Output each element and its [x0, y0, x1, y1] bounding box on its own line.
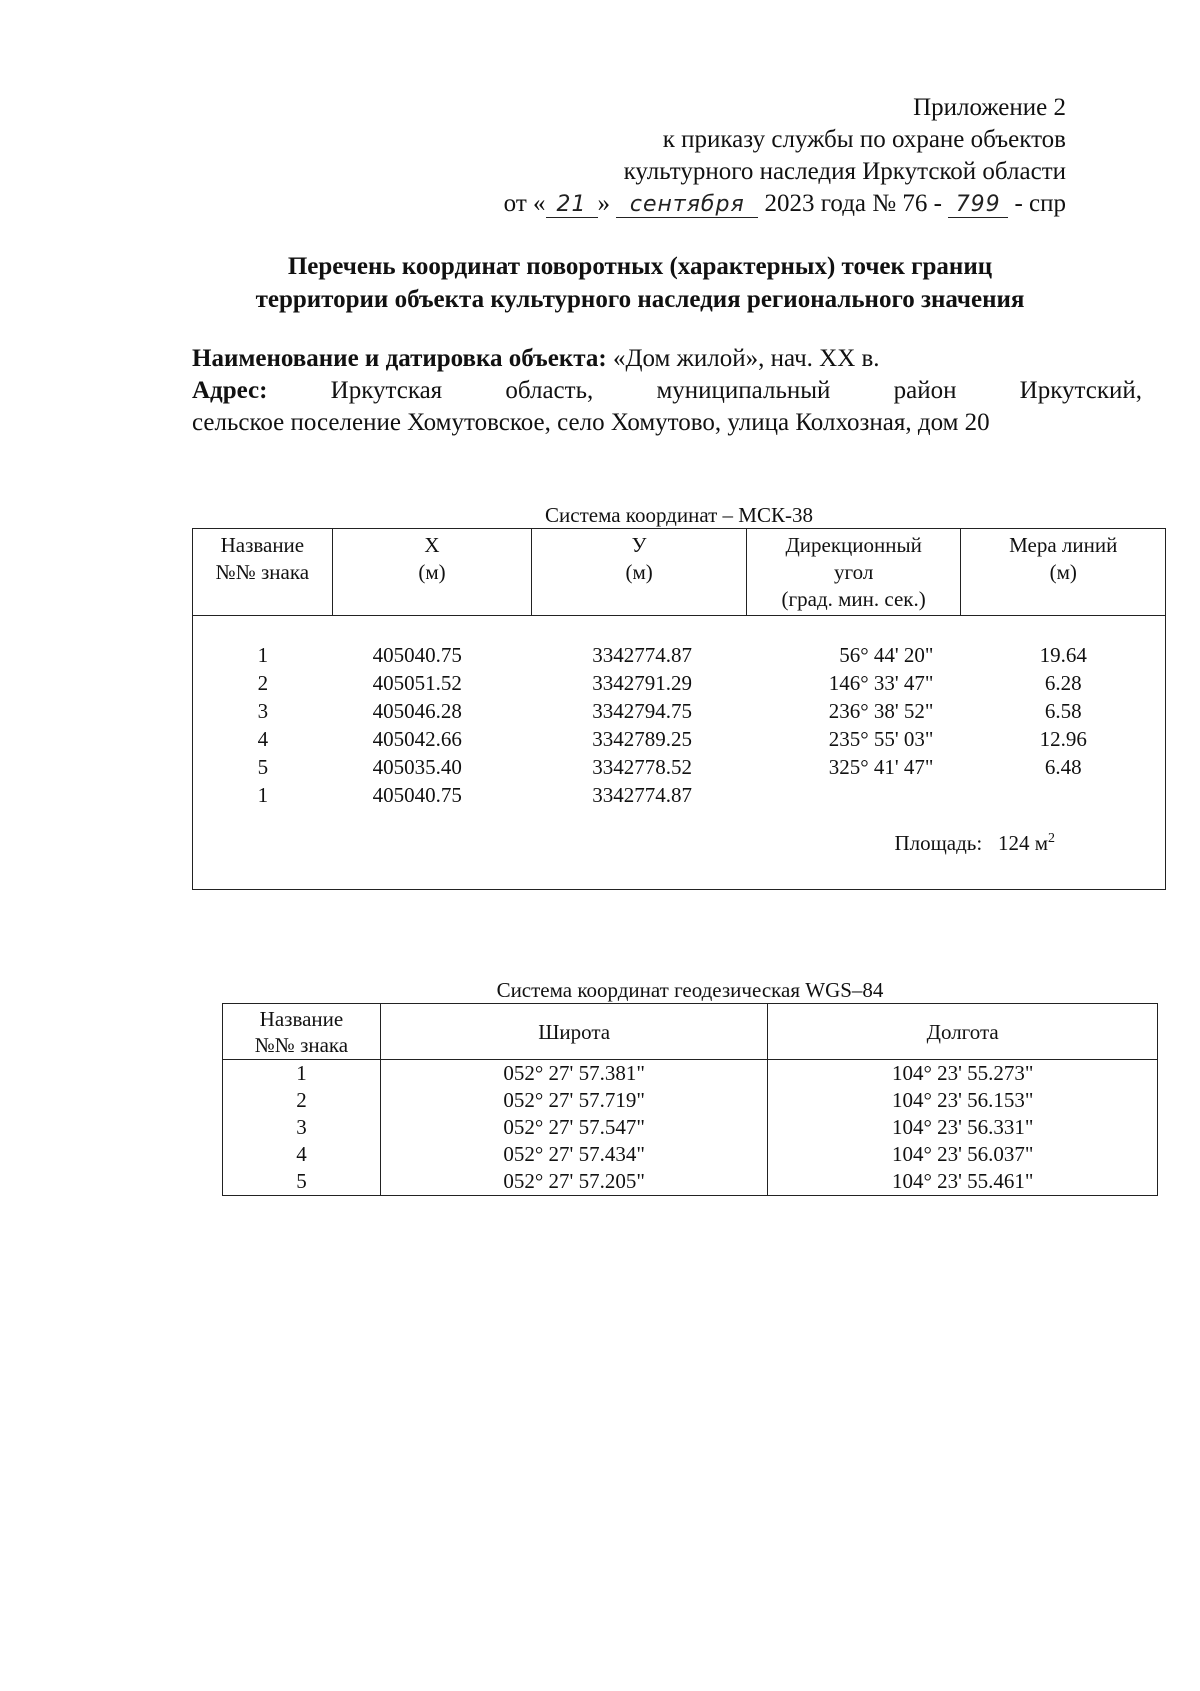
table-row [223, 1087, 1158, 1114]
header-latitude: Широта [380, 1004, 768, 1060]
point-number: 3 [223, 1114, 381, 1141]
longitude-value: 104° 23' 55.273" [768, 1060, 1158, 1088]
point-number: 3 [257, 699, 269, 723]
area-summary [894, 831, 1055, 856]
length-value: 6.48 [1044, 755, 1082, 779]
msk38-coordinates-table [192, 528, 1166, 890]
point-number: 1 [257, 783, 269, 807]
handwritten-order-number: 799 [948, 193, 1008, 218]
appendix-date-line [504, 188, 1066, 220]
angle-value: 236° 38' 52" [828, 699, 934, 723]
header-angle [747, 529, 962, 615]
y-value: 3342791.29 [592, 671, 693, 695]
header-text: (м) [625, 560, 653, 584]
header-longitude: Долгота [768, 1004, 1158, 1060]
wgs84-coordinates-table [222, 1003, 1158, 1196]
handwritten-day: 21 [546, 193, 598, 218]
header-text: (м) [1049, 560, 1077, 584]
table-row [193, 697, 1165, 725]
point-number: 5 [223, 1168, 381, 1196]
header-text: Мера линий [1009, 533, 1118, 557]
document-title [190, 250, 1090, 316]
angle-value: 146° 33' 47" [828, 671, 934, 695]
header-point-number [193, 529, 333, 615]
table-row [193, 753, 1165, 781]
y-value: 3342778.52 [592, 755, 693, 779]
latitude-value: 052° 27' 57.547" [380, 1114, 768, 1141]
header-text: угол [834, 560, 874, 584]
latitude-value: 052° 27' 57.381" [380, 1060, 768, 1088]
object-name-value: «Дом жилой», нач. XX в. [612, 345, 880, 372]
longitude-value: 104° 23' 56.153" [768, 1087, 1158, 1114]
handwritten-month: сентября [616, 193, 758, 218]
table-row [223, 1060, 1158, 1088]
table1-caption: Система координат – МСК-38 [545, 503, 813, 527]
y-value: 3342794.75 [592, 699, 693, 723]
header-length [961, 529, 1165, 615]
longitude-value: 104° 23' 56.331" [768, 1114, 1158, 1141]
header-text: Название [259, 1006, 344, 1031]
title-line-2: территории объекта культурного наследия регионального значения [255, 286, 1025, 313]
point-number: 2 [223, 1087, 381, 1114]
length-value [962, 781, 1166, 809]
length-value: 6.28 [1044, 671, 1082, 695]
address-line-2: сельское поселение Хомутовское, село Хомутово, улица Колхозная, дом 20 [192, 409, 990, 436]
header-text: X [424, 533, 440, 557]
longitude-value: 104° 23' 55.461" [768, 1168, 1158, 1196]
table-row [193, 781, 1165, 809]
length-value: 12.96 [1039, 727, 1087, 751]
date-prefix: от « [503, 190, 546, 217]
y-value: 3342789.25 [592, 727, 693, 751]
header-text: (м) [418, 560, 446, 584]
x-value: 405040.75 [372, 783, 462, 807]
table-row [193, 669, 1165, 697]
area-label: Площадь: [894, 831, 983, 855]
header-text: (град. мин. сек.) [781, 587, 926, 611]
table1-header [193, 529, 1165, 616]
address-word: область, [505, 377, 594, 404]
point-number: 4 [223, 1141, 381, 1168]
table1-body [193, 641, 1165, 809]
address-word: Иркутская [330, 377, 443, 404]
address-label: Адрес: [192, 377, 268, 404]
title-line-1: Перечень координат поворотных (характерных) точек границ [287, 253, 993, 280]
appendix-agency-line: культурного наследия Иркутской области [623, 158, 1066, 185]
address-line-1 [192, 375, 1142, 407]
x-value: 405046.28 [372, 699, 462, 723]
latitude-value: 052° 27' 57.434" [380, 1141, 768, 1168]
address-word: район [893, 377, 957, 404]
address-word: муниципальный [656, 377, 831, 404]
table-row [193, 641, 1165, 669]
point-number: 4 [257, 727, 269, 751]
table-row [223, 1168, 1158, 1196]
appendix-number: Приложение 2 [913, 94, 1066, 121]
object-info [192, 343, 1142, 439]
object-name-label: Наименование и датировка объекта: [192, 345, 607, 372]
appendix-order-line: к приказу службы по охране объектов [662, 126, 1066, 153]
header-text: У [631, 533, 647, 557]
appendix-header [504, 92, 1066, 220]
table-row [223, 1141, 1158, 1168]
latitude-value: 052° 27' 57.719" [380, 1087, 768, 1114]
date-mid: » [597, 190, 611, 217]
y-value: 3342774.87 [592, 783, 693, 807]
table-row [223, 1114, 1158, 1141]
table-row [193, 725, 1165, 753]
address-word: Иркутский, [1019, 377, 1142, 404]
table2-header [223, 1004, 1158, 1060]
latitude-value: 052° 27' 57.205" [380, 1168, 768, 1196]
y-value: 3342774.87 [592, 643, 693, 667]
angle-value: 56° 44' 20" [839, 643, 934, 667]
area-exponent: 2 [1048, 831, 1055, 846]
point-number: 2 [257, 671, 269, 695]
x-value: 405042.66 [372, 727, 462, 751]
header-text: №№ знака [215, 560, 310, 584]
length-value: 6.58 [1044, 699, 1082, 723]
x-value: 405035.40 [372, 755, 462, 779]
point-number: 1 [223, 1060, 381, 1088]
header-y [532, 529, 747, 615]
header-point-number [223, 1004, 381, 1060]
length-value: 19.64 [1039, 643, 1087, 667]
point-number: 5 [257, 755, 269, 779]
angle-value: 235° 55' 03" [828, 727, 934, 751]
object-name-line [192, 343, 1142, 375]
point-number: 1 [257, 643, 269, 667]
order-year-text: 2023 года № 76 - [764, 190, 942, 217]
header-text: Дирекционный [785, 533, 922, 557]
header-text: Название [220, 533, 305, 557]
angle-value: 325° 41' 47" [828, 755, 934, 779]
longitude-value: 104° 23' 56.037" [768, 1141, 1158, 1168]
angle-value [747, 781, 962, 809]
area-value: 124 м [997, 831, 1048, 855]
table2-caption: Система координат геодезическая WGS–84 [496, 978, 884, 1002]
header-text: №№ знака [254, 1032, 349, 1057]
header-x [333, 529, 533, 615]
x-value: 405051.52 [372, 671, 462, 695]
x-value: 405040.75 [372, 643, 462, 667]
order-suffix: - спр [1014, 190, 1066, 217]
